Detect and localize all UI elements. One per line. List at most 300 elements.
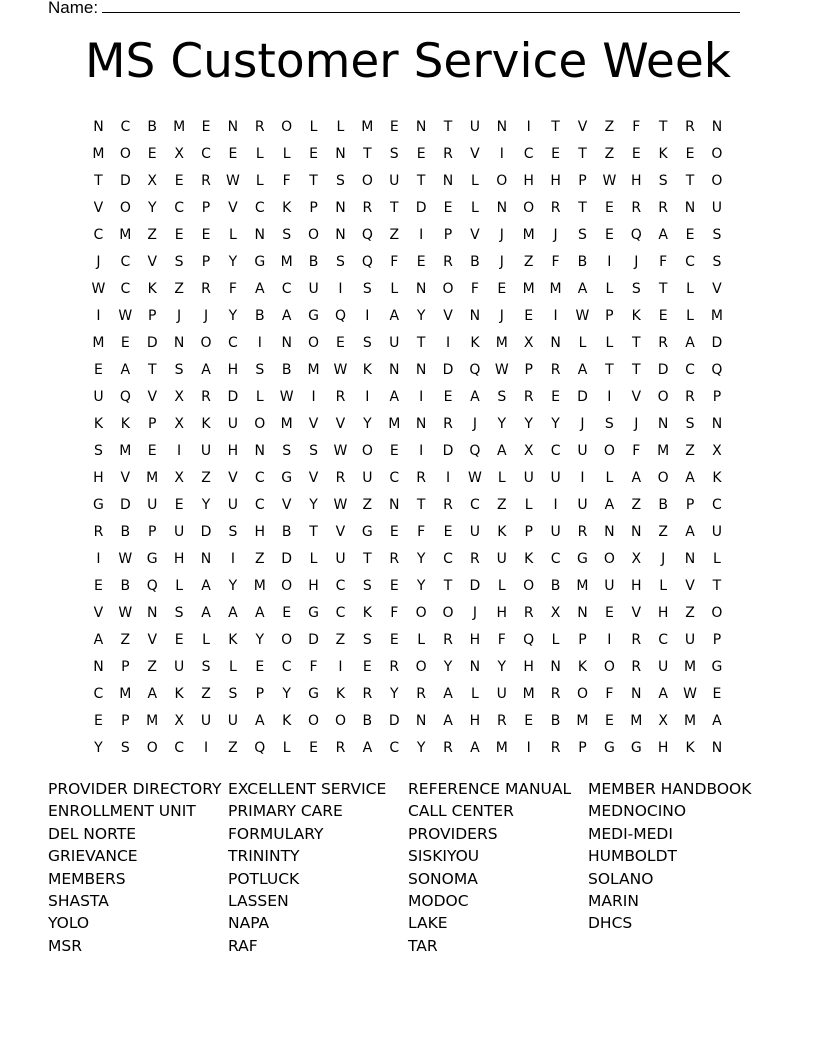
grid-letter: E — [604, 604, 614, 621]
grid-letter: M — [119, 685, 132, 702]
grid-letter: S — [497, 388, 507, 405]
grid-letter: I — [338, 658, 343, 675]
grid-letter: C — [174, 199, 184, 216]
grid-letter: V — [631, 604, 642, 621]
grid-letter: T — [443, 118, 453, 135]
grid-letter: N — [631, 523, 642, 540]
grid-letter: G — [254, 253, 266, 270]
grid-letter: K — [524, 550, 534, 567]
grid-letter: K — [120, 415, 130, 432]
grid-letter: Y — [416, 307, 426, 324]
grid-letter: C — [228, 334, 238, 351]
grid-letter: C — [335, 604, 346, 621]
grid-letter: R — [658, 199, 669, 216]
grid-letter: C — [389, 469, 400, 486]
grid-letter: V — [93, 604, 104, 621]
grid-letter: V — [308, 415, 319, 432]
grid-letter: M — [522, 685, 535, 702]
grid-letter: R — [443, 415, 453, 432]
grid-letter: F — [390, 604, 399, 621]
grid-letter: E — [94, 712, 103, 729]
grid-row — [85, 248, 733, 275]
grid-letter: L — [471, 172, 479, 189]
grid-letter: I — [419, 226, 424, 243]
grid-letter: V — [470, 226, 480, 243]
grid-letter: O — [711, 604, 723, 621]
grid-letter: S — [201, 658, 211, 675]
grid-letter: M — [522, 226, 535, 243]
grid-letter: E — [551, 388, 561, 405]
grid-letter: W — [279, 388, 294, 405]
grid-letter: D — [442, 361, 454, 378]
grid-letter: I — [607, 253, 612, 270]
grid-letter: T — [685, 172, 695, 189]
grid-letter: O — [415, 658, 427, 675]
grid-letter: S — [631, 280, 641, 297]
word-list-item: DEL NORTE — [48, 824, 136, 843]
grid-letter: N — [469, 658, 481, 675]
grid-letter: L — [255, 172, 264, 189]
grid-letter: J — [203, 307, 209, 324]
grid-letter: U — [711, 523, 723, 540]
grid-letter: C — [120, 118, 131, 135]
grid-letter: Q — [334, 307, 346, 324]
grid-letter: T — [94, 172, 103, 189]
grid-letter: O — [119, 199, 131, 216]
grid-letter: D — [146, 334, 158, 351]
grid-letter: I — [338, 280, 343, 297]
grid-letter: Y — [416, 577, 426, 594]
grid-letter: A — [658, 685, 668, 702]
grid-letter: L — [524, 496, 533, 513]
grid-letter: A — [201, 604, 211, 621]
grid-letter: N — [469, 307, 481, 324]
grid-letter: A — [255, 712, 265, 729]
grid-letter: L — [605, 280, 614, 297]
grid-letter: M — [280, 253, 293, 270]
grid-letter: Z — [147, 658, 158, 675]
grid-letter: L — [228, 226, 237, 243]
grid-letter: S — [389, 145, 399, 162]
grid-letter: O — [603, 658, 615, 675]
grid-letter: R — [523, 604, 534, 621]
grid-letter: N — [415, 415, 427, 432]
grid-letter: R — [335, 469, 346, 486]
grid-letter: E — [604, 226, 614, 243]
grid-letter: H — [308, 577, 319, 594]
grid-row — [85, 302, 733, 329]
grid-letter: P — [255, 685, 265, 702]
grid-letter: S — [282, 226, 292, 243]
grid-letter: A — [389, 307, 400, 324]
grid-letter: X — [523, 442, 534, 459]
grid-letter: E — [362, 658, 372, 675]
grid-letter: G — [308, 685, 319, 702]
grid-letter: T — [363, 145, 372, 162]
grid-letter: N — [254, 226, 266, 243]
grid-letter: D — [442, 442, 454, 459]
grid-letter: R — [658, 334, 669, 351]
grid-letter: N — [442, 172, 454, 189]
grid-letter: I — [607, 631, 612, 648]
grid-letter: S — [712, 226, 722, 243]
grid-letter: A — [712, 712, 722, 729]
grid-letter: K — [577, 658, 588, 675]
grid-letter: O — [442, 604, 454, 621]
grid-letter: Z — [658, 523, 668, 540]
grid-letter: L — [175, 577, 184, 594]
grid-letter: P — [121, 658, 130, 675]
grid-letter: O — [361, 172, 373, 189]
grid-letter: E — [282, 604, 292, 621]
grid-letter: R — [631, 631, 642, 648]
grid-letter: U — [227, 496, 239, 513]
grid-letter: R — [631, 658, 642, 675]
grid-letter: C — [254, 469, 265, 486]
grid-letter: O — [361, 442, 373, 459]
grid-letter: U — [362, 469, 373, 486]
grid-letter: T — [309, 523, 318, 540]
grid-letter: T — [147, 361, 157, 378]
grid-letter: E — [94, 577, 103, 594]
grid-letter: X — [174, 415, 184, 432]
grid-letter: K — [174, 685, 184, 702]
grid-letter: F — [470, 280, 479, 297]
grid-letter: L — [255, 145, 264, 162]
grid-letter: K — [201, 415, 211, 432]
grid-letter: T — [443, 577, 453, 594]
grid-letter: I — [365, 307, 370, 324]
grid-letter: V — [147, 388, 158, 405]
grid-letter: C — [93, 226, 104, 243]
grid-letter: J — [634, 253, 639, 270]
grid-letter: N — [254, 442, 266, 459]
puzzle-title: MS Customer Service Week — [85, 34, 731, 89]
grid-letter: S — [228, 523, 238, 540]
grid-letter: X — [631, 550, 642, 567]
grid-letter: P — [578, 739, 587, 756]
grid-letter: M — [173, 118, 186, 135]
grid-letter: B — [362, 712, 373, 729]
grid-letter: R — [443, 496, 453, 513]
grid-letter: H — [550, 172, 561, 189]
grid-letter: M — [388, 415, 401, 432]
grid-letter: B — [147, 118, 158, 135]
grid-letter: C — [120, 253, 131, 270]
grid-letter: L — [551, 631, 560, 648]
grid-letter: E — [228, 145, 238, 162]
grid-letter: T — [658, 280, 668, 297]
word-list-item: LAKE — [408, 914, 448, 933]
grid-row — [85, 734, 733, 761]
grid-letter: K — [282, 199, 292, 216]
grid-letter: C — [443, 550, 453, 567]
grid-letter: M — [361, 118, 374, 135]
grid-letter: H — [630, 172, 642, 189]
grid-letter: R — [201, 388, 211, 405]
grid-letter: Z — [497, 496, 507, 513]
grid-letter: X — [658, 712, 668, 729]
grid-letter: L — [497, 577, 506, 594]
word-list-item: MEMBERS — [48, 869, 126, 888]
grid-letter: O — [415, 604, 427, 621]
grid-letter: S — [282, 442, 292, 459]
grid-letter: R — [254, 118, 265, 135]
grid-letter: Y — [228, 253, 238, 270]
grid-letter: U — [93, 388, 104, 405]
word-list-item: DHCS — [588, 914, 633, 933]
grid-letter: S — [336, 253, 345, 270]
grid-letter: U — [469, 118, 481, 135]
grid-letter: M — [146, 712, 159, 729]
grid-letter: N — [173, 334, 185, 351]
grid-letter: P — [443, 226, 453, 243]
grid-letter: P — [309, 199, 318, 216]
word-list-item: CALL CENTER — [408, 802, 514, 821]
grid-letter: R — [523, 388, 534, 405]
grid-letter: I — [419, 442, 424, 459]
grid-letter: N — [335, 199, 346, 216]
grid-letter: W — [333, 496, 348, 513]
grid-letter: W — [333, 361, 348, 378]
grid-row — [85, 437, 733, 464]
grid-letter: E — [336, 334, 345, 351]
grid-letter: B — [254, 307, 265, 324]
grid-letter: L — [605, 469, 614, 486]
grid-letter: O — [496, 172, 508, 189]
grid-letter: B — [658, 496, 668, 513]
grid-letter: M — [92, 145, 105, 162]
grid-letter: R — [362, 199, 373, 216]
word-list-item: ENROLLMENT UNIT — [48, 802, 196, 821]
grid-letter: L — [309, 550, 318, 567]
grid-letter: L — [659, 577, 668, 594]
grid-letter: F — [605, 685, 614, 702]
grid-letter: P — [148, 415, 157, 432]
grid-letter: C — [335, 577, 346, 594]
grid-letter: I — [445, 469, 451, 486]
grid-letter: O — [281, 118, 293, 135]
grid-letter: J — [634, 415, 639, 432]
grid-letter: Q — [711, 361, 723, 378]
grid-letter: V — [712, 280, 722, 297]
grid-letter: Z — [201, 469, 211, 486]
grid-letter: P — [712, 388, 722, 405]
grid-letter: U — [469, 523, 481, 540]
name-label: Name: — [48, 0, 99, 17]
grid-letter: D — [388, 712, 400, 729]
grid-letter: K — [631, 307, 641, 324]
grid-letter: S — [685, 415, 695, 432]
grid-letter: I — [499, 145, 504, 162]
grid-letter: R — [335, 739, 346, 756]
word-list-item: PROVIDERS — [408, 824, 498, 843]
grid-letter: M — [92, 334, 105, 351]
grid-letter: Y — [228, 577, 238, 594]
grid-letter: C — [712, 496, 722, 513]
grid-row — [85, 275, 733, 302]
word-list-item: SISKIYOU — [408, 847, 480, 866]
grid-letter: D — [200, 523, 212, 540]
grid-letter: R — [389, 550, 400, 567]
grid-letter: M — [657, 442, 670, 459]
grid-row — [85, 383, 733, 410]
word-list-item: SONOMA — [408, 869, 478, 888]
grid-letter: N — [577, 604, 588, 621]
grid-letter: H — [227, 361, 239, 378]
grid-letter: L — [471, 199, 479, 216]
grid-letter: Q — [254, 739, 266, 756]
grid-letter: F — [497, 631, 506, 648]
grid-letter: F — [551, 253, 560, 270]
grid-letter: A — [147, 685, 158, 702]
word-list-item: LASSEN — [228, 892, 289, 911]
grid-row — [85, 113, 733, 140]
name-underline — [102, 0, 740, 13]
grid-letter: G — [630, 739, 642, 756]
grid-letter: F — [282, 172, 291, 189]
grid-letter: E — [416, 253, 426, 270]
grid-letter: M — [253, 577, 266, 594]
grid-letter: M — [146, 469, 159, 486]
grid-letter: R — [93, 523, 104, 540]
grid-letter: O — [308, 226, 320, 243]
grid-row — [85, 194, 733, 221]
grid-row — [85, 707, 733, 734]
grid-letter: E — [551, 145, 561, 162]
grid-letter: C — [685, 253, 695, 270]
grid-letter: V — [631, 388, 642, 405]
grid-letter: W — [225, 172, 240, 189]
grid-letter: E — [389, 523, 399, 540]
word-list-item: FORMULARY — [228, 824, 324, 843]
grid-letter: U — [496, 685, 507, 702]
grid-letter: M — [119, 442, 132, 459]
grid-letter: M — [280, 415, 293, 432]
grid-letter: V — [228, 199, 238, 216]
grid-letter: M — [119, 226, 132, 243]
grid-letter: I — [607, 388, 612, 405]
grid-letter: N — [496, 199, 508, 216]
grid-letter: N — [711, 118, 723, 135]
grid-letter: B — [577, 253, 588, 270]
grid-letter: U — [577, 442, 588, 459]
grid-letter: L — [605, 334, 614, 351]
grid-letter: E — [416, 145, 426, 162]
grid-letter: J — [499, 226, 504, 243]
grid-letter: T — [389, 199, 399, 216]
grid-letter: M — [683, 658, 697, 675]
grid-letter: R — [496, 712, 507, 729]
word-list-item: EXCELLENT SERVICE — [228, 780, 387, 798]
grid-row — [85, 329, 733, 356]
grid-letter: N — [684, 550, 696, 567]
grid-letter: E — [201, 118, 211, 135]
grid-letter: R — [550, 199, 561, 216]
grid-letter: F — [228, 280, 237, 297]
grid-letter: S — [362, 280, 372, 297]
grid-letter: R — [550, 685, 561, 702]
grid-letter: N — [684, 199, 696, 216]
grid-letter: F — [632, 118, 641, 135]
grid-letter: I — [177, 442, 182, 459]
grid-letter: S — [362, 334, 372, 351]
grid-letter: R — [201, 280, 211, 297]
grid-letter: I — [203, 739, 209, 756]
grid-letter: L — [282, 739, 291, 756]
grid-letter: C — [254, 199, 265, 216]
grid-letter: K — [362, 604, 372, 621]
grid-letter: E — [631, 145, 641, 162]
grid-letter: K — [282, 712, 292, 729]
grid-letter: I — [445, 334, 451, 351]
grid-letter: Z — [604, 145, 615, 162]
grid-letter: C — [389, 739, 400, 756]
grid-letter: Y — [416, 550, 426, 567]
grid-letter: A — [201, 361, 211, 378]
grid-letter: O — [711, 172, 723, 189]
grid-letter: E — [685, 226, 695, 243]
grid-letter: D — [308, 631, 319, 648]
grid-letter: A — [281, 307, 292, 324]
grid-letter: P — [578, 172, 587, 189]
grid-letter: N — [631, 685, 642, 702]
grid-letter: M — [307, 361, 320, 378]
grid-letter: E — [524, 712, 534, 729]
grid-letter: I — [526, 739, 531, 756]
grid-letter: O — [603, 442, 615, 459]
grid-letter: E — [443, 388, 453, 405]
grid-letter: A — [604, 496, 615, 513]
grid-letter: B — [550, 712, 561, 729]
grid-letter: R — [362, 685, 373, 702]
grid-letter: X — [147, 172, 158, 189]
grid-letter: O — [576, 685, 588, 702]
grid-letter: R — [443, 253, 453, 270]
grid-letter: H — [523, 172, 534, 189]
grid-letter: Z — [254, 550, 265, 567]
grid-letter: N — [550, 334, 561, 351]
grid-letter: B — [281, 523, 292, 540]
grid-letter: O — [200, 334, 212, 351]
grid-letter: E — [147, 442, 157, 459]
grid-letter: R — [631, 199, 642, 216]
grid-letter: L — [282, 145, 291, 162]
grid-letter: N — [550, 658, 561, 675]
grid-letter: I — [257, 334, 262, 351]
grid-letter: T — [712, 577, 722, 594]
word-list-item: HUMBOLDT — [588, 847, 677, 866]
grid-letter: W — [683, 685, 697, 702]
grid-letter: M — [710, 307, 723, 324]
grid-letter: Z — [523, 253, 534, 270]
grid-letter: Q — [119, 388, 131, 405]
grid-letter: N — [146, 604, 158, 621]
grid-letter: Z — [228, 739, 238, 756]
grid-letter: Y — [524, 415, 533, 432]
grid-row — [85, 518, 733, 545]
grid-row — [85, 167, 733, 194]
grid-letter: L — [686, 307, 694, 324]
grid-letter: A — [685, 469, 695, 486]
grid-letter: O — [657, 469, 669, 486]
word-list-item: PROVIDER DIRECTORY — [48, 780, 222, 798]
grid-letter: C — [685, 361, 695, 378]
grid-letter: A — [685, 334, 695, 351]
grid-letter: E — [120, 334, 130, 351]
grid-letter: X — [174, 712, 184, 729]
grid-letter: O — [254, 415, 266, 432]
